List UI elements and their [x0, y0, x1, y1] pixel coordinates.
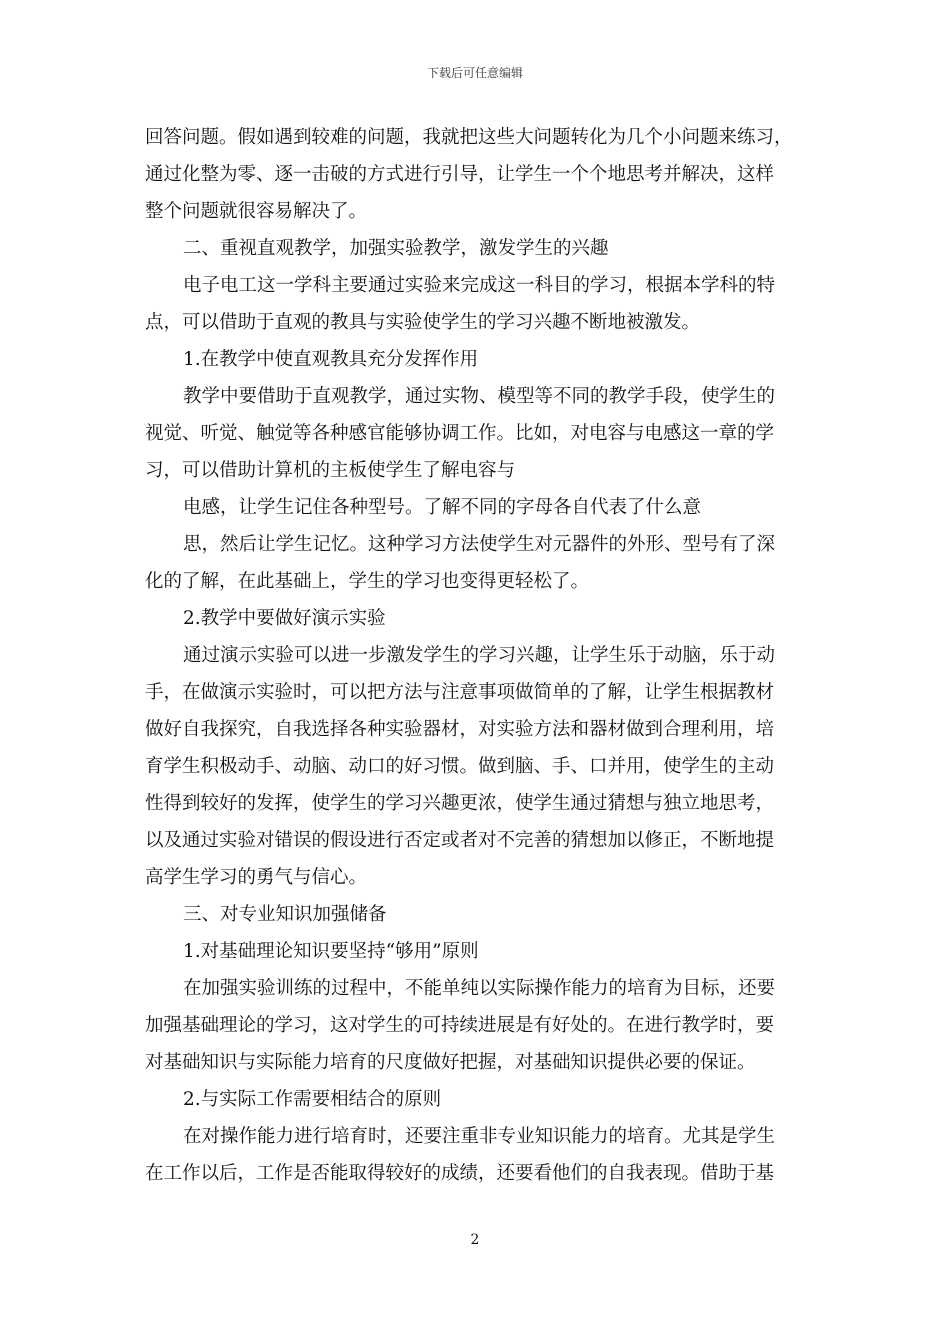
subsection-heading: 2.教学中要做好演示实验	[183, 608, 386, 629]
body-line: 电子电工这一学科主要通过实验来完成这一科目的学习，根据本学科的特	[183, 275, 776, 296]
body-line: 通过演示实验可以进一步激发学生的学习兴趣，让学生乐于动脑，乐于动	[183, 645, 776, 666]
body-line: 做好自我探究，自我选择各种实验器材，对实验方法和器材做到合理利用，培	[145, 719, 775, 740]
body-line: 高学生学习的勇气与信心。	[145, 867, 368, 888]
document-body	[145, 119, 810, 1192]
body-line: 化的了解，在此基础上，学生的学习也变得更轻松了。	[145, 571, 590, 592]
body-line: 在对操作能力进行培育时，还要注重非专业知识能力的培育。尤其是学生	[183, 1126, 776, 1147]
body-line: 在工作以后，工作是否能取得较好的成绩，还要看他们的自我表现。借助于基	[145, 1163, 775, 1184]
body-line: 在加强实验训练的过程中，不能单纯以实际操作能力的培育为目标，还要	[183, 978, 776, 999]
body-line: 教学中要借助于直观教学，通过实物、模型等不同的教学手段，使学生的	[183, 386, 776, 407]
body-line: 性得到较好的发挥，使学生的学习兴趣更浓，使学生通过猜想与独立地思考，	[145, 793, 775, 814]
body-line: 对基础知识与实际能力培育的尺度做好把握，对基础知识提供必要的保证。	[145, 1052, 756, 1073]
section-heading: 三、对专业知识加强储备	[183, 904, 387, 925]
section-heading: 二、重视直观教学，加强实验教学，激发学生的兴趣	[183, 238, 609, 259]
body-line: 手，在做演示实验时，可以把方法与注意事项做简单的了解，让学生根据教材	[145, 682, 775, 703]
body-line: 电感，让学生记住各种型号。了解不同的字母各自代表了什么意	[183, 497, 702, 518]
body-line: 通过化整为零、逐一击破的方式进行引导，让学生一个个地思考并解决，这样	[145, 164, 775, 185]
subsection-heading: 1.对基础理论知识要坚持“够用”原则	[183, 941, 479, 962]
body-line: 习，可以借助计算机的主板使学生了解电容与	[145, 460, 516, 481]
page-header: 下载后可任意编辑	[426, 66, 523, 80]
body-line: 育学生积极动手、动脑、动口的好习惯。做到脑、手、口并用，使学生的主动	[145, 756, 775, 777]
body-line: 回答问题。假如遇到较难的问题，我就把这些大问题转化为几个小问题来练习，	[145, 127, 793, 148]
body-line: 点，可以借助于直观的教具与实验使学生的学习兴趣不断地被激发。	[145, 312, 701, 333]
body-line: 以及通过实验对错误的假设进行否定或者对不完善的猜想加以修正，不断地提	[145, 830, 775, 851]
body-line: 视觉、听觉、触觉等各种感官能够协调工作。比如，对电容与电感这一章的学	[145, 423, 775, 444]
body-line: 思，然后让学生记忆。这种学习方法使学生对元器件的外形、型号有了深	[183, 534, 776, 555]
subsection-heading: 1.在教学中使直观教具充分发挥作用	[183, 349, 479, 370]
page-number: 2	[470, 1232, 480, 1248]
body-line: 加强基础理论的学习，这对学生的可持续进展是有好处的。在进行教学时，要	[145, 1015, 775, 1036]
subsection-heading: 2.与实际工作需要相结合的原则	[183, 1089, 442, 1110]
body-line: 整个问题就很容易解决了。	[145, 201, 368, 222]
